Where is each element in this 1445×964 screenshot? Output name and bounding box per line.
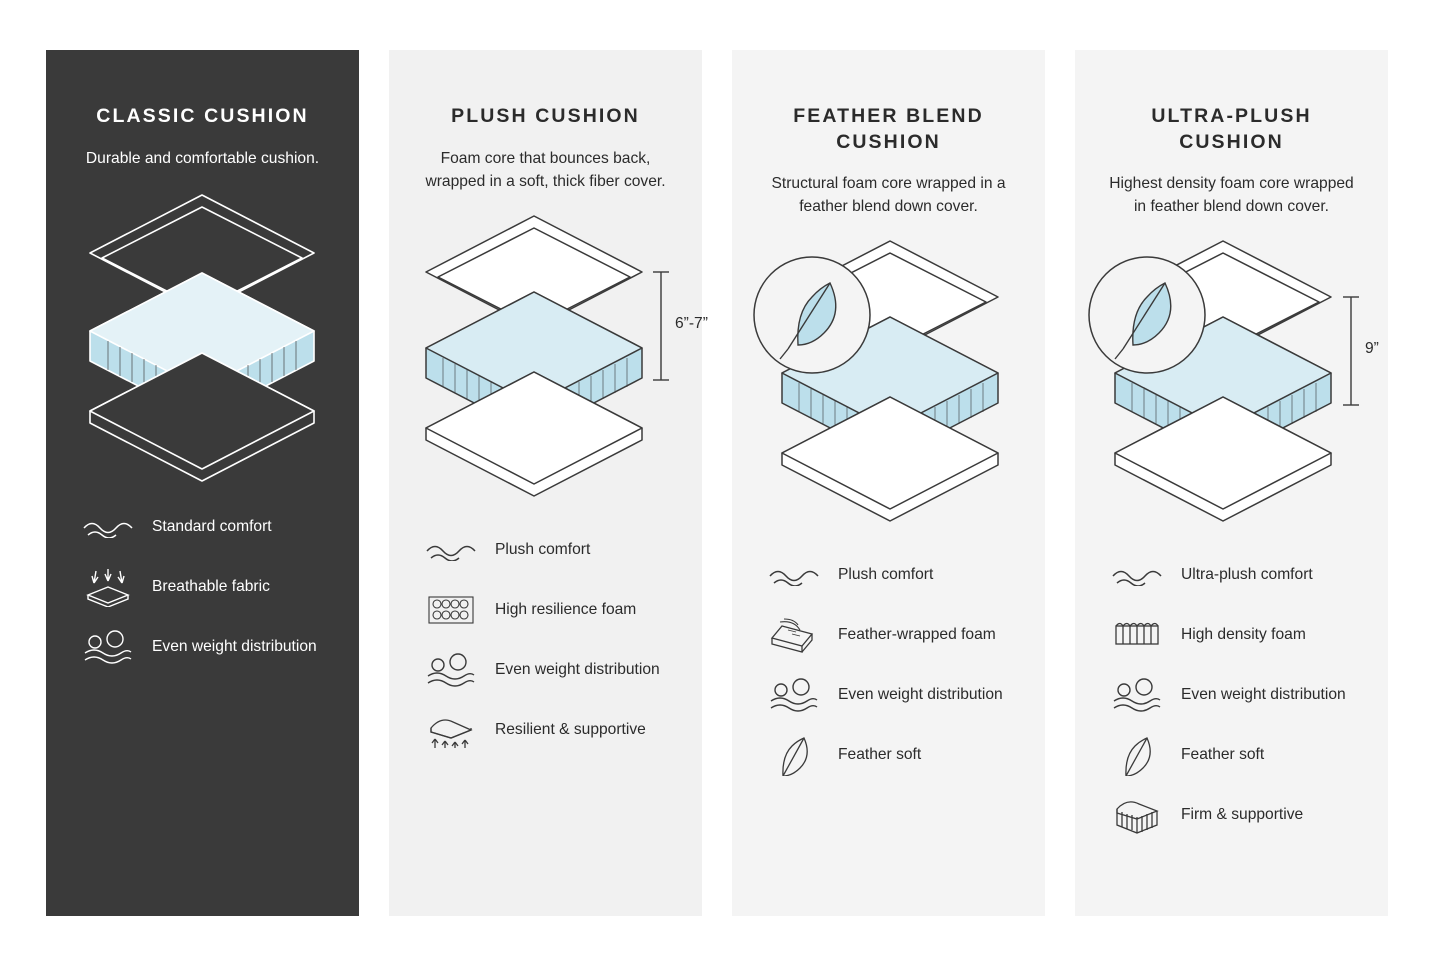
feature-label: Even weight distribution — [495, 660, 660, 678]
feature-label: Resilient & supportive — [495, 720, 646, 738]
feature-list — [80, 497, 333, 677]
feather-icon — [766, 733, 822, 777]
feature-label: Plush comfort — [838, 566, 934, 584]
feature-item — [766, 605, 1019, 665]
card-description: Foam core that bounces back, wrapped in a soft, thick fiber cover. — [425, 149, 666, 190]
weight-distribution-icon — [423, 648, 479, 692]
card-plush-cushion — [389, 50, 708, 916]
feature-item — [766, 665, 1019, 725]
weight-distribution-icon — [766, 673, 822, 717]
wave-comfort-icon — [423, 528, 479, 572]
feature-label: Ultra-plush comfort — [1181, 566, 1313, 584]
feature-label: High density foam — [1181, 626, 1306, 644]
feature-item — [1109, 725, 1362, 785]
feature-item — [1109, 785, 1362, 845]
feature-label: Plush comfort — [495, 540, 591, 558]
card-title: ULTRA-PLUSH CUSHION — [1151, 105, 1312, 153]
card-title: CLASSIC CUSHION — [96, 105, 309, 127]
cushion-layer-diagram — [46, 185, 359, 485]
dimension-bracket — [653, 272, 669, 380]
wave-comfort-icon — [766, 553, 822, 597]
feature-item — [80, 557, 333, 617]
feature-item — [1109, 605, 1362, 665]
feature-item — [766, 545, 1019, 605]
resilient-support-icon — [423, 708, 479, 752]
dimension-label: 6”-7” — [675, 314, 708, 332]
firm-support-icon — [1109, 793, 1165, 837]
cushion-layer-diagram — [389, 208, 708, 508]
card-feather-blend-cushion — [732, 50, 1045, 916]
high-density-foam-icon — [1109, 613, 1165, 657]
feature-item — [1109, 545, 1362, 605]
breathable-fabric-icon — [80, 565, 136, 609]
card-description: Structural foam core wrapped in a feather blend down cover. — [771, 175, 1006, 216]
feature-item — [80, 497, 333, 557]
feature-item — [766, 725, 1019, 785]
feature-item — [423, 520, 676, 580]
feature-label: Firm & supportive — [1181, 806, 1304, 824]
feature-label: Even weight distribution — [1181, 686, 1346, 704]
weight-distribution-icon — [80, 625, 136, 669]
card-title: FEATHER BLEND CUSHION — [793, 105, 984, 153]
cushion-layer-diagram — [1075, 233, 1388, 533]
weight-distribution-icon — [1109, 673, 1165, 717]
card-classic-cushion — [46, 50, 359, 916]
feather-badge — [754, 257, 870, 373]
feature-label: High resilience foam — [495, 600, 637, 618]
feather-wrapped-foam-icon — [766, 613, 822, 657]
feature-list — [1109, 545, 1362, 845]
honeycomb-foam-icon — [423, 588, 479, 632]
card-description: Durable and comfortable cushion. — [85, 149, 320, 167]
feature-label: Breathable fabric — [152, 577, 270, 595]
dimension-bracket — [1343, 297, 1359, 405]
feature-list — [766, 545, 1019, 785]
cushion-layer-diagram — [732, 233, 1045, 533]
card-ultra-plush-cushion — [1075, 50, 1388, 916]
feature-item — [423, 700, 676, 760]
feature-item — [423, 580, 676, 640]
feature-label: Feather soft — [838, 746, 922, 764]
wave-comfort-icon — [80, 505, 136, 549]
card-title: PLUSH CUSHION — [451, 105, 640, 127]
feature-item — [1109, 665, 1362, 725]
dimension-label: 9” — [1365, 340, 1379, 358]
feature-label: Feather-wrapped foam — [838, 626, 996, 644]
feather-icon — [1109, 733, 1165, 777]
feature-item — [423, 640, 676, 700]
wave-comfort-icon — [1109, 553, 1165, 597]
feature-list — [423, 520, 676, 760]
feather-badge — [1089, 257, 1205, 373]
feature-label: Even weight distribution — [838, 686, 1003, 704]
feature-item — [80, 617, 333, 677]
feature-label: Even weight distribution — [152, 637, 317, 655]
feature-label: Standard comfort — [152, 517, 272, 535]
feature-label: Feather soft — [1181, 746, 1265, 764]
card-description: Highest density foam core wrapped in feather blend down cover. — [1109, 175, 1354, 216]
